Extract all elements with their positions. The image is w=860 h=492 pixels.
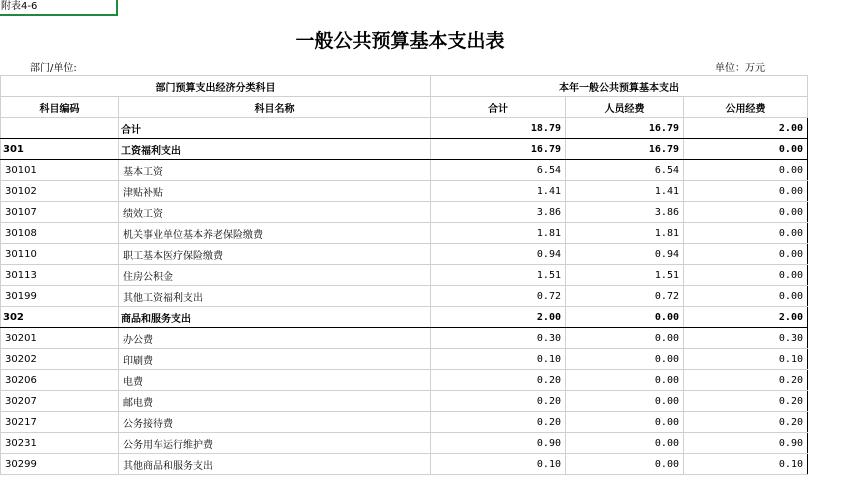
row-public[interactable]: 0.00 — [684, 160, 808, 181]
row-name[interactable]: 邮电费 — [119, 391, 431, 412]
header-left-group: 部门预算支出经济分类科目 — [1, 76, 431, 97]
col-header-public: 公用经费 — [684, 97, 808, 118]
row-name[interactable]: 合计 — [119, 118, 431, 139]
row-code[interactable]: 30101 — [1, 160, 119, 181]
row-public[interactable]: 0.00 — [684, 139, 808, 160]
row-total[interactable]: 2.00 — [431, 307, 566, 328]
row-code[interactable]: 30113 — [1, 265, 119, 286]
row-total[interactable]: 1.81 — [431, 223, 566, 244]
table-row — [1, 328, 808, 349]
row-name[interactable]: 津贴补贴 — [119, 181, 431, 202]
row-total[interactable]: 6.54 — [431, 160, 566, 181]
row-personnel[interactable]: 0.00 — [566, 433, 684, 454]
row-personnel[interactable]: 1.41 — [566, 181, 684, 202]
row-personnel[interactable]: 3.86 — [566, 202, 684, 223]
row-public[interactable]: 0.00 — [684, 223, 808, 244]
table-row — [1, 433, 808, 454]
row-public[interactable]: 0.00 — [684, 181, 808, 202]
col-header-name: 科目名称 — [119, 97, 431, 118]
row-code[interactable]: 30201 — [1, 328, 119, 349]
row-total[interactable]: 0.72 — [431, 286, 566, 307]
row-code[interactable]: 301 — [1, 139, 119, 160]
row-code[interactable]: 302 — [1, 307, 119, 328]
row-personnel[interactable]: 0.00 — [566, 391, 684, 412]
row-total[interactable]: 16.79 — [431, 139, 566, 160]
row-name[interactable]: 商品和服务支出 — [119, 307, 431, 328]
table-row — [1, 391, 808, 412]
row-total[interactable]: 0.20 — [431, 370, 566, 391]
row-name[interactable]: 工资福利支出 — [119, 139, 431, 160]
row-name[interactable]: 其他商品和服务支出 — [119, 454, 431, 475]
total-row — [1, 118, 808, 139]
row-total[interactable]: 1.51 — [431, 265, 566, 286]
row-name[interactable]: 办公费 — [119, 328, 431, 349]
row-name[interactable]: 公务接待费 — [119, 412, 431, 433]
page-title: 一般公共预算基本支出表 — [295, 30, 505, 52]
row-name[interactable]: 基本工资 — [119, 160, 431, 181]
row-total[interactable]: 0.10 — [431, 454, 566, 475]
row-code[interactable]: 30207 — [1, 391, 119, 412]
table-row — [1, 265, 808, 286]
row-name[interactable]: 其他工资福利支出 — [119, 286, 431, 307]
row-personnel[interactable]: 0.00 — [566, 412, 684, 433]
row-personnel[interactable]: 6.54 — [566, 160, 684, 181]
row-personnel[interactable]: 0.00 — [566, 370, 684, 391]
col-header-personnel: 人员经费 — [566, 97, 684, 118]
row-code[interactable]: 30108 — [1, 223, 119, 244]
row-public[interactable]: 0.00 — [684, 265, 808, 286]
col-header-code: 科目编码 — [1, 97, 119, 118]
row-public[interactable]: 0.20 — [684, 370, 808, 391]
table-row — [1, 349, 808, 370]
row-personnel[interactable]: 1.81 — [566, 223, 684, 244]
group-row — [1, 139, 808, 160]
row-personnel[interactable]: 0.94 — [566, 244, 684, 265]
row-total[interactable]: 3.86 — [431, 202, 566, 223]
row-name[interactable]: 职工基本医疗保险缴费 — [119, 244, 431, 265]
row-name[interactable]: 印刷费 — [119, 349, 431, 370]
row-public[interactable]: 2.00 — [684, 307, 808, 328]
row-public[interactable]: 0.00 — [684, 286, 808, 307]
row-personnel[interactable]: 0.00 — [566, 349, 684, 370]
row-public[interactable]: 0.00 — [684, 244, 808, 265]
row-personnel[interactable]: 0.00 — [566, 454, 684, 475]
sheet-tag[interactable]: 附表4-6 — [0, 0, 118, 16]
row-public[interactable]: 0.20 — [684, 391, 808, 412]
row-total[interactable]: 0.10 — [431, 349, 566, 370]
row-code[interactable]: 30206 — [1, 370, 119, 391]
table-row — [1, 370, 808, 391]
row-personnel[interactable]: 16.79 — [566, 139, 684, 160]
row-code[interactable]: 30199 — [1, 286, 119, 307]
row-code[interactable]: 30102 — [1, 181, 119, 202]
row-code[interactable]: 30299 — [1, 454, 119, 475]
row-total[interactable]: 18.79 — [431, 118, 566, 139]
row-name[interactable]: 电费 — [119, 370, 431, 391]
group-row — [1, 307, 808, 328]
row-code[interactable]: 30217 — [1, 412, 119, 433]
row-code[interactable]: 30107 — [1, 202, 119, 223]
col-header-total: 合计 — [431, 97, 566, 118]
row-public[interactable]: 0.30 — [684, 328, 808, 349]
dept-label: 部门/单位: — [30, 63, 77, 74]
row-name[interactable]: 住房公积金 — [119, 265, 431, 286]
table-row — [1, 412, 808, 433]
row-personnel[interactable]: 1.51 — [566, 265, 684, 286]
table-row — [1, 223, 808, 244]
row-name[interactable]: 公务用车运行维护费 — [119, 433, 431, 454]
row-public[interactable]: 0.00 — [684, 202, 808, 223]
table-row — [1, 244, 808, 265]
row-code[interactable]: 30231 — [1, 433, 119, 454]
row-personnel[interactable]: 0.00 — [566, 328, 684, 349]
row-personnel[interactable]: 16.79 — [566, 118, 684, 139]
unit-label: 单位：万元 — [715, 63, 765, 74]
budget-table — [0, 75, 808, 475]
row-code[interactable]: 30110 — [1, 244, 119, 265]
row-name[interactable]: 绩效工资 — [119, 202, 431, 223]
row-public[interactable]: 0.10 — [684, 454, 808, 475]
row-public[interactable]: 0.90 — [684, 433, 808, 454]
row-total[interactable]: 1.41 — [431, 181, 566, 202]
header-right-group: 本年一般公共预算基本支出 — [431, 76, 808, 97]
table-row — [1, 160, 808, 181]
row-public[interactable]: 0.10 — [684, 349, 808, 370]
row-total[interactable]: 0.90 — [431, 433, 566, 454]
row-total[interactable]: 0.94 — [431, 244, 566, 265]
row-public[interactable]: 2.00 — [684, 118, 808, 139]
table-row — [1, 454, 808, 475]
table-row — [1, 286, 808, 307]
row-personnel[interactable]: 0.00 — [566, 307, 684, 328]
table-row — [1, 202, 808, 223]
row-total[interactable]: 0.20 — [431, 391, 566, 412]
row-public[interactable]: 0.20 — [684, 412, 808, 433]
row-name[interactable]: 机关事业单位基本养老保险缴费 — [119, 223, 431, 244]
row-total[interactable]: 0.30 — [431, 328, 566, 349]
row-personnel[interactable]: 0.72 — [566, 286, 684, 307]
row-code[interactable] — [1, 118, 119, 139]
table-row — [1, 181, 808, 202]
row-total[interactable]: 0.20 — [431, 412, 566, 433]
row-code[interactable]: 30202 — [1, 349, 119, 370]
